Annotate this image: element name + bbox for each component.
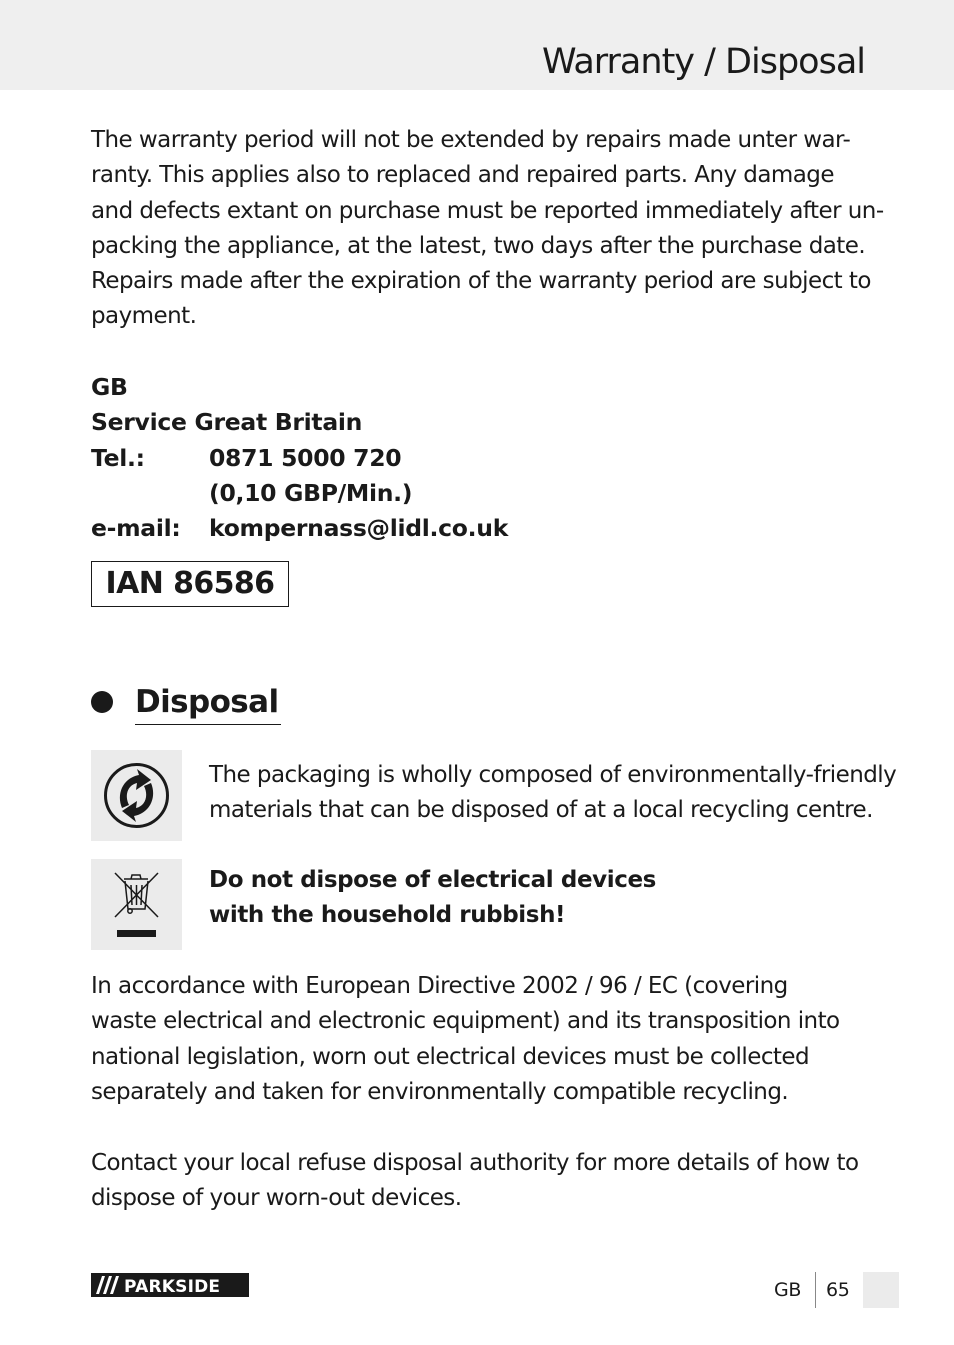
email-label: e-mail: bbox=[91, 514, 181, 543]
bullet-dot-icon bbox=[91, 691, 113, 713]
text-line: ranty. This applies also to replaced and repaired parts. Any damage bbox=[91, 162, 834, 189]
telephone-rate-row bbox=[91, 476, 508, 511]
crossed-out-bin-icon-box bbox=[91, 859, 182, 950]
email-address[interactable]: kompernass@lidl.co.uk bbox=[209, 514, 509, 543]
brand-text: PARKSIDE bbox=[124, 1277, 221, 1297]
packaging-paragraph bbox=[209, 758, 897, 829]
text-line: and defects extant on purchase must be reported immediately after un- bbox=[91, 197, 884, 224]
warranty-paragraph bbox=[91, 123, 884, 335]
text-line: payment. bbox=[91, 303, 197, 330]
telephone-number[interactable]: 0871 5000 720 bbox=[209, 443, 402, 472]
footer-tab bbox=[863, 1272, 899, 1308]
text-line: The packaging is wholly composed of environmentally-friendly bbox=[209, 762, 897, 788]
text-line: dispose of your worn-out devices. bbox=[91, 1185, 462, 1212]
header-band bbox=[0, 0, 954, 90]
page-number: 65 bbox=[826, 1279, 850, 1301]
text-line: Contact your local refuse disposal authority for more details of how to bbox=[91, 1150, 859, 1176]
text-line: separately and taken for environmentally compatible recycling. bbox=[91, 1078, 789, 1105]
text-line: national legislation, worn out electrical devices must be collected bbox=[91, 1043, 810, 1070]
text-line: materials that can be disposed of at a local recycling centre. bbox=[209, 797, 873, 824]
telephone-rate: (0,10 GBP/Min.) bbox=[209, 478, 413, 507]
parkside-logo bbox=[91, 1273, 249, 1297]
telephone-label: Tel.: bbox=[91, 443, 145, 472]
warning-line: Do not dispose of electrical devices bbox=[209, 867, 656, 893]
page-title: Warranty / Disposal bbox=[541, 42, 865, 82]
electrical-warning bbox=[209, 863, 889, 934]
telephone-row bbox=[91, 441, 508, 476]
email-row bbox=[91, 511, 508, 546]
service-country: GB bbox=[91, 373, 128, 401]
service-contact-block bbox=[91, 370, 508, 546]
text-line: The warranty period will not be extended by repairs made unter war- bbox=[91, 127, 851, 153]
green-dot-recycling-icon-box bbox=[91, 750, 182, 841]
section-title: Disposal bbox=[135, 680, 281, 725]
text-line: Repairs made after the expiration of the warranty period are subject to bbox=[91, 268, 871, 295]
directive-paragraph bbox=[91, 969, 881, 1110]
text-line: In accordance with European Directive 2002 / 96 / EC (covering bbox=[91, 973, 788, 999]
footer-divider bbox=[815, 1272, 816, 1308]
ian-number-box: IAN 86586 bbox=[91, 561, 289, 607]
contact-paragraph bbox=[91, 1146, 881, 1217]
green-dot-recycling-icon bbox=[91, 750, 182, 841]
text-line: packing the appliance, at the latest, two days after the purchase date. bbox=[91, 232, 866, 259]
footer-country-code: GB bbox=[774, 1279, 802, 1301]
warning-line: with the household rubbish! bbox=[209, 902, 566, 929]
service-name: Service Great Britain bbox=[91, 408, 363, 437]
crossed-out-wheelie-bin-icon bbox=[91, 859, 182, 950]
text-line: waste electrical and electronic equipment) and its transposition into bbox=[91, 1008, 840, 1035]
